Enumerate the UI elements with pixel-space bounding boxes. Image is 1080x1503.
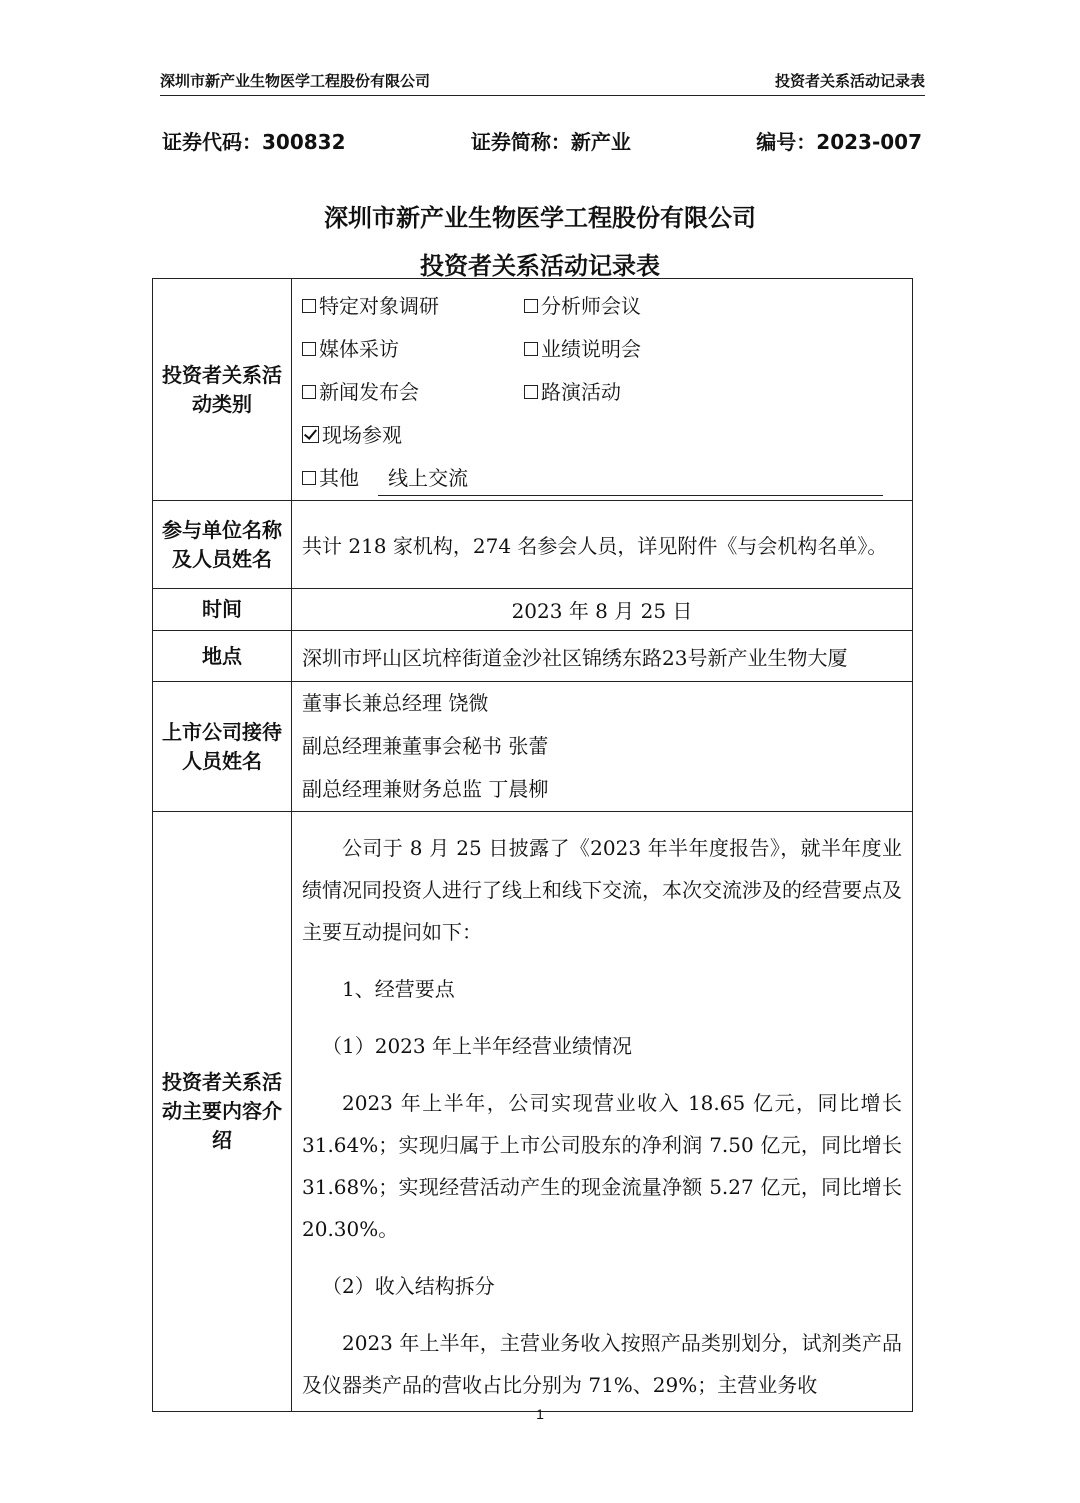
subsection-heading: （2）收入结构拆分 bbox=[322, 1274, 495, 1298]
checkbox-icon[interactable] bbox=[524, 342, 538, 356]
option-site-visit[interactable]: 现场参观 bbox=[302, 414, 524, 457]
page-header bbox=[160, 66, 925, 96]
location-value: 深圳市坪山区坑梓街道金沙社区锦绣东路23号新产业生物大厦 bbox=[292, 631, 913, 682]
option-media-interview[interactable]: 媒体采访 bbox=[302, 328, 524, 371]
record-table bbox=[152, 278, 913, 1412]
receptionists-label: 上市公司接待人员姓名 bbox=[153, 682, 292, 812]
activity-type-options bbox=[292, 279, 913, 501]
other-value: 线上交流 bbox=[378, 461, 883, 496]
location-row bbox=[153, 631, 913, 682]
document-number: 编号：2023-007 bbox=[756, 130, 922, 154]
location-label: 地点 bbox=[153, 631, 292, 682]
header-company: 深圳市新产业生物医学工程股份有限公司 bbox=[160, 72, 431, 90]
security-info-line bbox=[162, 126, 922, 155]
receptionist-chairman: 董事长兼总经理 饶微 bbox=[302, 691, 489, 715]
participants-value: 共计 218 家机构，274 名参会人员，详见附件《与会机构名单》。 bbox=[292, 501, 913, 589]
receptionist-board-secretary: 副总经理兼董事会秘书 张蕾 bbox=[302, 734, 549, 758]
document-title-form: 投资者关系活动记录表 bbox=[420, 252, 660, 280]
page-number: 1 bbox=[536, 1406, 544, 1422]
option-earnings-call[interactable]: 业绩说明会 bbox=[524, 328, 824, 371]
security-short-name: 证券简称：新产业 bbox=[470, 130, 631, 154]
performance-paragraph: 2023 年上半年，公司实现营业收入 18.65 亿元，同比增长 31.64%；实现归属于上市公司股东的净利润 7.50 亿元，同比增长 31.68%；实现经营活动产生的现金流量净额 5.27 亿元，同比增长 20.30%。 bbox=[302, 1091, 902, 1241]
checkbox-icon[interactable] bbox=[302, 299, 316, 313]
main-content-row bbox=[153, 812, 913, 1412]
option-roadshow[interactable]: 路演活动 bbox=[524, 371, 824, 414]
subsection-heading: （1）2023 年上半年经营业绩情况 bbox=[322, 1034, 632, 1058]
checkbox-icon[interactable] bbox=[302, 471, 316, 485]
revenue-structure-paragraph: 2023 年上半年，主营业务收入按照产品类别划分，试剂类产品及仪器类产品的营收占比分别为 71%、29%；主营业务收 bbox=[302, 1331, 902, 1397]
option-specific-research[interactable]: 特定对象调研 bbox=[302, 285, 524, 328]
receptionists-list bbox=[292, 682, 913, 812]
security-code: 证券代码：300832 bbox=[162, 130, 346, 154]
checked-checkbox-icon[interactable] bbox=[302, 426, 319, 443]
header-doc-type: 投资者关系活动记录表 bbox=[774, 72, 925, 90]
activity-type-row bbox=[153, 279, 913, 501]
main-content-label: 投资者关系活动主要内容介绍 bbox=[153, 812, 292, 1412]
time-label: 时间 bbox=[153, 589, 292, 631]
checkbox-icon[interactable] bbox=[302, 385, 316, 399]
activity-type-label: 投资者关系活动类别 bbox=[153, 279, 292, 501]
option-press-conference[interactable]: 新闻发布会 bbox=[302, 371, 524, 414]
section-heading: 1、经营要点 bbox=[342, 977, 455, 1001]
main-content-body bbox=[292, 812, 913, 1412]
receptionists-row bbox=[153, 682, 913, 812]
participants-row bbox=[153, 501, 913, 589]
intro-paragraph: 公司于 8 月 25 日披露了《2023 年半年度报告》，就半年度业绩情况同投资人进行了线上和线下交流，本次交流涉及的经营要点及主要互动提问如下： bbox=[302, 836, 902, 944]
receptionist-cfo: 副总经理兼财务总监 丁晨柳 bbox=[302, 777, 549, 801]
checkbox-icon[interactable] bbox=[302, 342, 316, 356]
participants-label: 参与单位名称及人员姓名 bbox=[153, 501, 292, 589]
time-value: 2023 年 8 月 25 日 bbox=[292, 589, 913, 631]
option-analyst-meeting[interactable]: 分析师会议 bbox=[524, 285, 824, 328]
time-row bbox=[153, 589, 913, 631]
option-other[interactable]: 其他 线上交流 bbox=[302, 457, 824, 500]
checkbox-icon[interactable] bbox=[524, 385, 538, 399]
checkbox-icon[interactable] bbox=[524, 299, 538, 313]
document-title-company: 深圳市新产业生物医学工程股份有限公司 bbox=[324, 204, 756, 232]
